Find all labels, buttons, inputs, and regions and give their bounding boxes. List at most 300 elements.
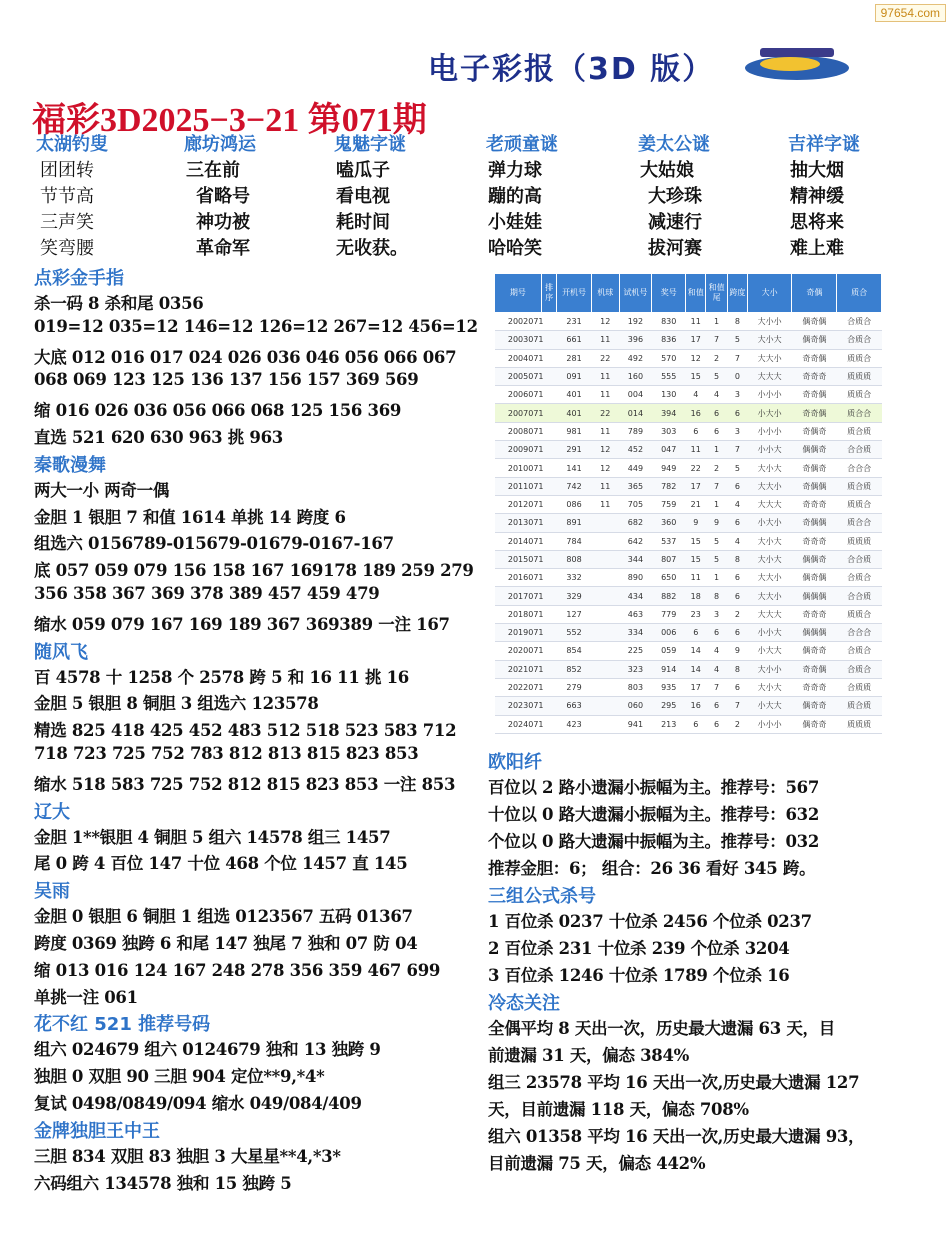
history-cell: 2019071: [495, 624, 557, 642]
history-cell: 782: [652, 477, 686, 495]
history-row: [495, 349, 882, 367]
history-cell: 11: [686, 569, 706, 587]
history-cell: 质合质: [837, 422, 882, 440]
riddle-line: 省略号: [196, 186, 250, 207]
history-cell: 大小大: [747, 532, 792, 550]
history-cell: 大小小: [747, 313, 792, 331]
history-row: [495, 331, 882, 349]
history-cell: 2024071: [495, 715, 557, 733]
history-cell: 合质合: [837, 642, 882, 660]
history-row: [495, 624, 882, 642]
history-cell: 882: [652, 587, 686, 605]
history-row: [495, 550, 882, 568]
history-cell: 914: [652, 660, 686, 678]
history-cell: 2006071: [495, 386, 557, 404]
history-cell: [591, 624, 619, 642]
history-cell: 891: [557, 514, 591, 532]
history-cell: 合合质: [837, 441, 882, 459]
history-cell: 449: [619, 459, 651, 477]
history-cell: [591, 550, 619, 568]
section-line: 复试 0498/0849/094 缩水 049/084/409: [34, 1094, 362, 1113]
history-cell: 奇奇奇: [792, 495, 837, 513]
section-line: 前遗漏 31 天，偏态 384%: [488, 1046, 690, 1065]
history-cell: 14: [686, 660, 706, 678]
section-line: 缩水 059 079 167 169 189 367 369389 一注 167: [34, 614, 450, 634]
history-cell: 质质合: [837, 349, 882, 367]
history-col-header: 质合: [837, 274, 882, 313]
history-cell: 213: [652, 715, 686, 733]
history-col-header: 奖号: [652, 274, 686, 313]
history-cell: 23: [686, 605, 706, 623]
section-title: 欧阳纤: [488, 752, 542, 773]
history-cell: 小大小: [747, 514, 792, 532]
history-cell: 大大小: [747, 587, 792, 605]
history-cell: 质合合: [837, 514, 882, 532]
section-line: 金胆 0 银胆 6 铜胆 1 组选 0123567 五码 01367: [34, 907, 413, 927]
history-cell: 合合合: [837, 459, 882, 477]
history-cell: 小大小: [747, 404, 792, 422]
history-row: [495, 313, 882, 331]
history-row: [495, 441, 882, 459]
history-cell: 质合质: [837, 477, 882, 495]
section-line: 019=12 035=12 146=12 126=12 267=12 456=12: [34, 316, 478, 336]
history-cell: 742: [557, 477, 591, 495]
history-cell: 463: [619, 605, 651, 623]
history-cell: 奇偶偶: [792, 477, 837, 495]
history-cell: 2: [728, 715, 748, 733]
history-cell: [591, 642, 619, 660]
history-cell: 1: [706, 441, 728, 459]
history-cell: 大小大: [747, 331, 792, 349]
history-cell: 17: [686, 477, 706, 495]
history-cell: 807: [652, 550, 686, 568]
history-cell: 2009071: [495, 441, 557, 459]
history-cell: 2014071: [495, 532, 557, 550]
history-cell: 6: [706, 422, 728, 440]
history-cell: 401: [557, 404, 591, 422]
history-cell: 3: [706, 605, 728, 623]
history-cell: 2021071: [495, 660, 557, 678]
section-line: 组选六 0156789-015679-01679-0167-167: [34, 534, 394, 554]
history-cell: [591, 697, 619, 715]
history-cell: 2012071: [495, 495, 557, 513]
history-cell: 偶偶奇: [792, 441, 837, 459]
history-cell: 7: [706, 331, 728, 349]
riddle-author: 鬼魅字谜: [334, 134, 406, 155]
history-cell: 4: [728, 495, 748, 513]
history-row: [495, 495, 882, 513]
history-cell: 12: [591, 441, 619, 459]
section-line: 组六 01358 平均 16 天出一次,历史最大遗漏 93，: [488, 1127, 865, 1146]
history-cell: 偶偶偶: [792, 624, 837, 642]
history-cell: 808: [557, 550, 591, 568]
history-cell: 803: [619, 678, 651, 696]
history-cell: 6: [686, 715, 706, 733]
history-cell: 225: [619, 642, 651, 660]
riddle-line: 弹力球: [488, 160, 542, 181]
section-line: 1 百位杀 0237 十位杀 2456 个位杀 0237: [488, 912, 812, 931]
history-cell: 452: [619, 441, 651, 459]
history-cell: 2007071: [495, 404, 557, 422]
history-cell: 6: [728, 569, 748, 587]
history-cell: 小小小: [747, 386, 792, 404]
history-cell: 18: [686, 587, 706, 605]
history-cell: 偶奇偶: [792, 313, 837, 331]
history-cell: 2003071: [495, 331, 557, 349]
section-line: 全偶平均 8 天出一次，历史最大遗漏 63 天，目: [488, 1019, 835, 1038]
section-title: 冷态关注: [488, 993, 560, 1014]
history-cell: 5: [706, 532, 728, 550]
history-cell: 7: [728, 697, 748, 715]
history-col-header: 和值尾: [706, 274, 728, 313]
paper-title: 电子彩报（3D 版）: [428, 52, 715, 87]
history-cell: 014: [619, 404, 651, 422]
history-cell: [591, 532, 619, 550]
history-cell: 合质合: [837, 660, 882, 678]
history-cell: 16: [686, 697, 706, 715]
history-row: [495, 386, 882, 404]
history-cell: 5: [706, 367, 728, 385]
riddle-line: 蹦的高: [488, 186, 542, 207]
section-line: 大底 012 016 017 024 026 036 046 056 066 067: [34, 347, 457, 367]
history-cell: 332: [557, 569, 591, 587]
riddle-line: 三声笑: [40, 212, 94, 233]
history-cell: 890: [619, 569, 651, 587]
riddle-line: 小娃娃: [488, 212, 542, 233]
section-line: 3 百位杀 1246 十位杀 1789 个位杀 16: [488, 966, 790, 985]
history-cell: 2018071: [495, 605, 557, 623]
history-cell: 570: [652, 349, 686, 367]
history-col-header: 跨度: [728, 274, 748, 313]
section-line: 尾 0 跨 4 百位 147 十位 468 个位 1457 直 145: [34, 854, 408, 874]
history-row: [495, 367, 882, 385]
history-cell: 6: [728, 514, 748, 532]
history-cell: 奇奇奇: [792, 367, 837, 385]
section-line: 天，目前遗漏 118 天，偏态 708%: [488, 1100, 749, 1119]
riddle-line: 看电视: [336, 186, 390, 207]
history-cell: 2016071: [495, 569, 557, 587]
history-cell: 4: [706, 660, 728, 678]
history-cell: 合质合: [837, 331, 882, 349]
history-cell: 偶偶奇: [792, 550, 837, 568]
history-cell: 合质合: [837, 313, 882, 331]
section-line: 直选 521 620 630 963 挑 963: [34, 428, 283, 447]
history-cell: 合质合: [837, 569, 882, 587]
section-line: 十位以 0 路大遗漏小振幅为主。推荐号：632: [488, 805, 820, 824]
history-cell: 1: [706, 313, 728, 331]
history-cell: 质质合: [837, 605, 882, 623]
history-cell: 大大大: [747, 367, 792, 385]
history-cell: 642: [619, 532, 651, 550]
history-cell: 160: [619, 367, 651, 385]
riddle-line: 抽大烟: [790, 160, 844, 181]
history-cell: 大大大: [747, 495, 792, 513]
history-cell: 12: [686, 349, 706, 367]
history-cell: 偶奇奇: [792, 642, 837, 660]
history-cell: 6: [706, 404, 728, 422]
history-cell: 奇奇偶: [792, 660, 837, 678]
history-cell: 2020071: [495, 642, 557, 660]
history-cell: 323: [619, 660, 651, 678]
history-cell: 2011071: [495, 477, 557, 495]
history-cell: 奇奇偶: [792, 386, 837, 404]
riddle-line: 耗时间: [336, 212, 390, 233]
history-cell: 192: [619, 313, 651, 331]
history-cell: 奇奇偶: [792, 404, 837, 422]
history-cell: [591, 660, 619, 678]
history-cell: 11: [591, 367, 619, 385]
riddle-line: 团团转: [40, 160, 94, 181]
history-header-row: [495, 274, 882, 313]
history-col-header: 开机号: [557, 274, 591, 313]
history-col-header: 排序: [541, 274, 557, 313]
riddle-line: 三在前: [186, 160, 240, 181]
history-col-header: 大小: [747, 274, 792, 313]
history-cell: 大大小: [747, 569, 792, 587]
history-cell: [591, 514, 619, 532]
section-line: 推荐金胆：6； 组合：26 36 看好 345 跨。: [488, 859, 816, 878]
section-line: 2 百位杀 231 十位杀 239 个位杀 3204: [488, 939, 790, 958]
history-cell: 552: [557, 624, 591, 642]
history-cell: 偶奇偶: [792, 569, 837, 587]
history-cell: 质质质: [837, 715, 882, 733]
riddle-line: 节节高: [40, 186, 94, 207]
history-row: [495, 532, 882, 550]
history-cell: 15: [686, 532, 706, 550]
history-cell: 2022071: [495, 678, 557, 696]
history-cell: 650: [652, 569, 686, 587]
history-cell: 2013071: [495, 514, 557, 532]
history-cell: 854: [557, 642, 591, 660]
history-cell: 555: [652, 367, 686, 385]
riddle-line: 大姑娘: [640, 160, 694, 181]
history-cell: 5: [728, 459, 748, 477]
history-cell: 8: [728, 313, 748, 331]
history-cell: 质质合: [837, 386, 882, 404]
section-line: 组三 23578 平均 16 天出一次,历史最大遗漏 127: [488, 1073, 860, 1092]
history-cell: 5: [706, 550, 728, 568]
history-row: [495, 514, 882, 532]
section-title: 三组公式杀号: [488, 886, 596, 907]
history-cell: 质质质: [837, 367, 882, 385]
history-col-header: 机球: [591, 274, 619, 313]
lottery-logo: [742, 44, 852, 84]
history-cell: 663: [557, 697, 591, 715]
history-cell: 合合合: [837, 624, 882, 642]
history-cell: 295: [652, 697, 686, 715]
history-cell: 423: [557, 715, 591, 733]
section-line: 目前遗漏 75 天，偏态 442%: [488, 1154, 706, 1173]
section-title: 吴雨: [34, 881, 70, 903]
history-cell: 偶奇奇: [792, 697, 837, 715]
history-cell: 830: [652, 313, 686, 331]
history-cell: 7: [706, 477, 728, 495]
section-line: 跨度 0369 独跨 6 和尾 147 独尾 7 独和 07 防 04: [34, 934, 418, 953]
history-cell: 16: [686, 404, 706, 422]
site-watermark: 97654.com: [875, 4, 946, 22]
history-cell: 091: [557, 367, 591, 385]
history-cell: 质质合: [837, 495, 882, 513]
history-cell: 949: [652, 459, 686, 477]
history-col-header: 和值: [686, 274, 706, 313]
section-line: 缩水 518 583 725 752 812 815 823 853 一注 853: [34, 774, 456, 794]
history-row: [495, 477, 882, 495]
riddle-line: 神功被: [196, 212, 250, 233]
section-line: 356 358 367 369 378 389 457 459 479: [34, 584, 380, 603]
history-cell: 3: [728, 386, 748, 404]
history-row: [495, 587, 882, 605]
history-cell: 935: [652, 678, 686, 696]
history-cell: 小小小: [747, 422, 792, 440]
section-line: 金胆 1 银胆 7 和值 1614 单挑 14 跨度 6: [34, 507, 346, 527]
history-cell: 大大小: [747, 477, 792, 495]
history-cell: 11: [591, 495, 619, 513]
history-cell: 1: [706, 569, 728, 587]
history-cell: [591, 678, 619, 696]
section-line: 068 069 123 125 136 137 156 157 369 569: [34, 370, 419, 390]
section-line: 六码组六 134578 独和 15 独跨 5: [34, 1173, 292, 1193]
history-cell: 奇偶奇: [792, 459, 837, 477]
history-cell: 偶奇偶: [792, 331, 837, 349]
riddle-line: 革命军: [196, 238, 250, 259]
history-cell: 合质质: [837, 678, 882, 696]
section-title: 随风飞: [34, 641, 88, 663]
history-cell: 22: [591, 349, 619, 367]
history-cell: 大小大: [747, 678, 792, 696]
history-cell: 6: [728, 477, 748, 495]
history-cell: 2: [706, 459, 728, 477]
history-cell: 小大大: [747, 697, 792, 715]
history-cell: 12: [591, 459, 619, 477]
section-line: 两大一小 两奇一偶: [34, 480, 170, 500]
issue-headline: 福彩3D2025−3−21 第071期: [32, 102, 427, 139]
history-cell: 质合质: [837, 697, 882, 715]
history-cell: 大小大: [747, 550, 792, 568]
history-cell: 130: [652, 386, 686, 404]
history-cell: 394: [652, 404, 686, 422]
history-cell: 2002071: [495, 313, 557, 331]
history-cell: 661: [557, 331, 591, 349]
history-cell: 大大小: [747, 349, 792, 367]
riddle-line: 哈哈笑: [488, 238, 542, 259]
history-cell: 小小大: [747, 441, 792, 459]
history-cell: 6: [728, 587, 748, 605]
history-cell: 奇偶奇: [792, 422, 837, 440]
history-cell: 15: [686, 550, 706, 568]
history-cell: 11: [591, 331, 619, 349]
riddle-line: 大珍珠: [648, 186, 702, 207]
history-cell: 334: [619, 624, 651, 642]
history-cell: 8: [706, 587, 728, 605]
history-cell: 6: [706, 697, 728, 715]
section-title: 花不红 521 推荐号码: [34, 1014, 211, 1036]
history-row: [495, 697, 882, 715]
history-cell: 21: [686, 495, 706, 513]
history-cell: 6: [728, 404, 748, 422]
history-cell: 大小小: [747, 660, 792, 678]
history-cell: 11: [686, 313, 706, 331]
history-cell: 大小大: [747, 459, 792, 477]
history-cell: 6: [686, 422, 706, 440]
history-cell: 006: [652, 624, 686, 642]
history-cell: 836: [652, 331, 686, 349]
history-cell: 852: [557, 660, 591, 678]
history-cell: 141: [557, 459, 591, 477]
history-cell: 9: [686, 514, 706, 532]
section-title: 金牌独胆王中王: [34, 1120, 160, 1142]
section-line: 缩 013 016 124 167 248 278 356 359 467 699: [34, 960, 441, 980]
section-title: 点彩金手指: [34, 268, 124, 289]
history-cell: 2: [728, 605, 748, 623]
history-cell: 8: [728, 660, 748, 678]
riddle-author: 太湖钓叟: [36, 134, 108, 155]
history-cell: 279: [557, 678, 591, 696]
history-cell: 17: [686, 331, 706, 349]
history-col-header: 期号: [495, 274, 542, 313]
history-cell: 7: [706, 678, 728, 696]
history-row: [495, 660, 882, 678]
history-cell: 004: [619, 386, 651, 404]
history-cell: 434: [619, 587, 651, 605]
history-cell: 2004071: [495, 349, 557, 367]
history-cell: 0: [728, 367, 748, 385]
section-line: 百位以 2 路小遗漏小振幅为主。推荐号：567: [488, 778, 820, 797]
riddle-author: 吉祥字谜: [788, 134, 860, 155]
riddle-line: 笑弯腰: [40, 238, 94, 259]
history-cell: 7: [728, 349, 748, 367]
history-cell: 2005071: [495, 367, 557, 385]
history-cell: 奇奇奇: [792, 532, 837, 550]
section-line: 个位以 0 路大遗漏中振幅为主。推荐号：032: [488, 832, 820, 851]
history-cell: 6: [706, 624, 728, 642]
history-cell: 060: [619, 697, 651, 715]
history-cell: 合合质: [837, 587, 882, 605]
history-cell: 7: [728, 441, 748, 459]
history-row: [495, 569, 882, 587]
history-cell: 6: [686, 624, 706, 642]
history-cell: 4: [728, 532, 748, 550]
history-cell: 9: [728, 642, 748, 660]
history-cell: 365: [619, 477, 651, 495]
history-cell: 537: [652, 532, 686, 550]
history-row: [495, 642, 882, 660]
history-cell: 11: [591, 477, 619, 495]
history-cell: 质质质: [837, 532, 882, 550]
history-cell: 281: [557, 349, 591, 367]
history-cell: 奇奇奇: [792, 678, 837, 696]
history-cell: 2015071: [495, 550, 557, 568]
section-line: 底 057 059 079 156 158 167 169178 189 259 279: [34, 561, 474, 581]
riddle-line: 难上难: [790, 238, 844, 259]
section-title: 辽大: [34, 801, 70, 823]
history-cell: 小大大: [747, 642, 792, 660]
history-cell: 11: [591, 386, 619, 404]
history-row: [495, 715, 882, 733]
history-cell: 5: [728, 331, 748, 349]
history-row: [495, 459, 882, 477]
history-cell: 2023071: [495, 697, 557, 715]
history-cell: 2010071: [495, 459, 557, 477]
history-cell: 231: [557, 313, 591, 331]
history-cell: 127: [557, 605, 591, 623]
section-line: 三胆 834 双胆 83 独胆 3 大星星**4,*3*: [34, 1146, 341, 1166]
history-cell: 682: [619, 514, 651, 532]
history-cell: 质合合: [837, 404, 882, 422]
history-cell: 303: [652, 422, 686, 440]
history-cell: 759: [652, 495, 686, 513]
history-cell: 6: [728, 624, 748, 642]
history-cell: 奇偶偶: [792, 514, 837, 532]
